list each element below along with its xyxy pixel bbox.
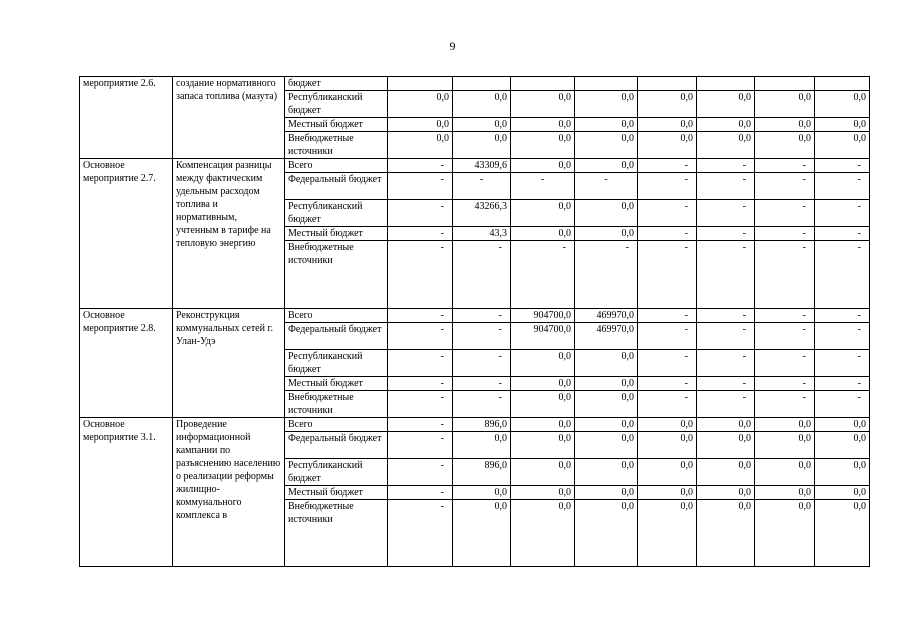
- event-description-cell: Реконструкция коммунальных сетей г. Улан-Удэ: [173, 309, 285, 418]
- value-cell: -: [453, 323, 511, 350]
- funding-source-cell: Местный бюджет: [285, 377, 388, 391]
- value-cell: 0,0: [575, 459, 638, 486]
- value-cell: -: [453, 241, 511, 309]
- value-cell: 0,0: [638, 432, 697, 459]
- value-cell: 0,0: [388, 132, 453, 159]
- value-cell: 0,0: [755, 459, 815, 486]
- value-cell: 0,0: [511, 91, 575, 118]
- value-cell: -: [755, 391, 815, 418]
- value-cell: 0,0: [697, 459, 755, 486]
- value-cell: 43309,6: [453, 159, 511, 173]
- value-cell: 0,0: [453, 91, 511, 118]
- funding-source-cell: Республиканский бюджет: [285, 350, 388, 377]
- value-cell: 0,0: [575, 200, 638, 227]
- value-cell: -: [815, 377, 870, 391]
- value-cell: -: [697, 227, 755, 241]
- value-cell: 0,0: [697, 418, 755, 432]
- value-cell: 0,0: [511, 391, 575, 418]
- value-cell: -: [815, 309, 870, 323]
- value-cell: -: [388, 486, 453, 500]
- value-cell: -: [815, 227, 870, 241]
- value-cell: -: [388, 159, 453, 173]
- page-number: 9: [449, 39, 456, 53]
- value-cell: 0,0: [697, 132, 755, 159]
- value-cell: 0,0: [815, 91, 870, 118]
- value-cell: -: [388, 418, 453, 432]
- value-cell: 0,0: [575, 486, 638, 500]
- value-cell: -: [697, 200, 755, 227]
- value-cell: 0,0: [815, 132, 870, 159]
- funding-source-cell: Местный бюджет: [285, 486, 388, 500]
- value-cell: -: [638, 159, 697, 173]
- value-cell: 0,0: [638, 459, 697, 486]
- value-cell: [511, 77, 575, 91]
- value-cell: 896,0: [453, 459, 511, 486]
- value-cell: -: [815, 241, 870, 309]
- event-name-cell: мероприятие 2.6.: [80, 77, 173, 159]
- value-cell: 0,0: [388, 118, 453, 132]
- value-cell: 0,0: [511, 118, 575, 132]
- event-description-cell: создание нормативного запаса топлива (мазута): [173, 77, 285, 159]
- value-cell: -: [638, 309, 697, 323]
- value-cell: 0,0: [511, 500, 575, 567]
- funding-source-cell: Республиканский бюджет: [285, 91, 388, 118]
- value-cell: -: [755, 159, 815, 173]
- value-cell: 0,0: [453, 118, 511, 132]
- value-cell: -: [638, 227, 697, 241]
- value-cell: -: [388, 323, 453, 350]
- value-cell: 43,3: [453, 227, 511, 241]
- event-description-cell: Проведение информационной кампании по разъяснению населению о реализации реформы жилищно-коммунального комплекса в: [173, 418, 285, 567]
- value-cell: -: [755, 350, 815, 377]
- table-row: [80, 159, 870, 173]
- value-cell: -: [388, 377, 453, 391]
- value-cell: [453, 77, 511, 91]
- value-cell: -: [755, 377, 815, 391]
- event-name-cell: Основное мероприятие 3.1.: [80, 418, 173, 567]
- event-name-cell: Основное мероприятие 2.8.: [80, 309, 173, 418]
- value-cell: 0,0: [575, 227, 638, 241]
- value-cell: [755, 77, 815, 91]
- value-cell: 0,0: [755, 91, 815, 118]
- value-cell: 0,0: [453, 432, 511, 459]
- value-cell: 0,0: [638, 418, 697, 432]
- value-cell: 0,0: [638, 486, 697, 500]
- value-cell: -: [697, 309, 755, 323]
- table-row: [80, 77, 870, 91]
- value-cell: 0,0: [815, 459, 870, 486]
- value-cell: -: [755, 200, 815, 227]
- value-cell: -: [815, 200, 870, 227]
- value-cell: -: [388, 309, 453, 323]
- value-cell: -: [697, 159, 755, 173]
- value-cell: 0,0: [815, 500, 870, 567]
- value-cell: -: [638, 350, 697, 377]
- value-cell: -: [638, 200, 697, 227]
- value-cell: 0,0: [755, 432, 815, 459]
- value-cell: 0,0: [575, 350, 638, 377]
- value-cell: -: [388, 432, 453, 459]
- value-cell: 0,0: [755, 118, 815, 132]
- value-cell: 0,0: [511, 227, 575, 241]
- event-name-cell: Основное мероприятие 2.7.: [80, 159, 173, 309]
- funding-source-cell: Местный бюджет: [285, 227, 388, 241]
- funding-source-cell: Республиканский бюджет: [285, 200, 388, 227]
- value-cell: 0,0: [815, 486, 870, 500]
- value-cell: -: [453, 377, 511, 391]
- value-cell: -: [638, 323, 697, 350]
- value-cell: -: [511, 173, 575, 200]
- value-cell: -: [815, 350, 870, 377]
- value-cell: 0,0: [697, 500, 755, 567]
- value-cell: 0,0: [511, 132, 575, 159]
- funding-source-cell: Внебюджетные источники: [285, 132, 388, 159]
- value-cell: 0,0: [575, 132, 638, 159]
- value-cell: -: [388, 200, 453, 227]
- value-cell: 0,0: [638, 132, 697, 159]
- value-cell: -: [697, 350, 755, 377]
- value-cell: 896,0: [453, 418, 511, 432]
- value-cell: 0,0: [453, 486, 511, 500]
- value-cell: 0,0: [575, 432, 638, 459]
- value-cell: 0,0: [575, 118, 638, 132]
- value-cell: 0,0: [697, 486, 755, 500]
- value-cell: 0,0: [755, 418, 815, 432]
- value-cell: -: [453, 173, 511, 200]
- value-cell: -: [511, 241, 575, 309]
- value-cell: 0,0: [638, 118, 697, 132]
- value-cell: 0,0: [815, 418, 870, 432]
- value-cell: 0,0: [511, 377, 575, 391]
- value-cell: [388, 77, 453, 91]
- value-cell: 0,0: [697, 91, 755, 118]
- value-cell: 0,0: [755, 486, 815, 500]
- value-cell: -: [697, 241, 755, 309]
- value-cell: 0,0: [511, 432, 575, 459]
- budget-table: [79, 76, 870, 567]
- value-cell: -: [815, 173, 870, 200]
- value-cell: -: [638, 173, 697, 200]
- value-cell: -: [388, 173, 453, 200]
- event-description-cell: Компенсация разницы между фактическим удельным расходом топлива и нормативным, учтенным в тарифе на тепловую энергию: [173, 159, 285, 309]
- funding-source-cell: Внебюджетные источники: [285, 391, 388, 418]
- value-cell: -: [638, 391, 697, 418]
- value-cell: -: [697, 377, 755, 391]
- table-row: [80, 309, 870, 323]
- value-cell: 0,0: [453, 132, 511, 159]
- value-cell: -: [575, 173, 638, 200]
- funding-source-cell: Всего: [285, 309, 388, 323]
- value-cell: 904700,0: [511, 309, 575, 323]
- value-cell: -: [755, 227, 815, 241]
- value-cell: 0,0: [511, 486, 575, 500]
- value-cell: -: [453, 391, 511, 418]
- value-cell: -: [697, 173, 755, 200]
- value-cell: -: [697, 391, 755, 418]
- funding-source-cell: Республиканский бюджет: [285, 459, 388, 486]
- value-cell: 0,0: [453, 500, 511, 567]
- value-cell: 0,0: [511, 350, 575, 377]
- value-cell: 0,0: [815, 432, 870, 459]
- value-cell: 43266,3: [453, 200, 511, 227]
- funding-source-cell: Всего: [285, 159, 388, 173]
- value-cell: [638, 77, 697, 91]
- value-cell: 0,0: [755, 132, 815, 159]
- value-cell: 0,0: [638, 500, 697, 567]
- value-cell: -: [388, 459, 453, 486]
- value-cell: 0,0: [575, 418, 638, 432]
- value-cell: -: [815, 323, 870, 350]
- value-cell: 469970,0: [575, 323, 638, 350]
- funding-source-cell: Федеральный бюджет: [285, 432, 388, 459]
- funding-source-cell: Внебюджетные источники: [285, 241, 388, 309]
- value-cell: 469970,0: [575, 309, 638, 323]
- value-cell: 904700,0: [511, 323, 575, 350]
- value-cell: -: [815, 159, 870, 173]
- value-cell: -: [388, 227, 453, 241]
- value-cell: 0,0: [575, 91, 638, 118]
- funding-source-cell: Всего: [285, 418, 388, 432]
- value-cell: -: [388, 391, 453, 418]
- value-cell: -: [388, 500, 453, 567]
- value-cell: -: [755, 241, 815, 309]
- value-cell: [575, 77, 638, 91]
- value-cell: 0,0: [697, 118, 755, 132]
- value-cell: 0,0: [511, 200, 575, 227]
- value-cell: 0,0: [638, 91, 697, 118]
- value-cell: -: [815, 391, 870, 418]
- value-cell: 0,0: [575, 159, 638, 173]
- value-cell: -: [755, 309, 815, 323]
- funding-source-cell: Местный бюджет: [285, 118, 388, 132]
- value-cell: -: [755, 173, 815, 200]
- value-cell: -: [638, 241, 697, 309]
- value-cell: [697, 77, 755, 91]
- value-cell: 0,0: [511, 418, 575, 432]
- value-cell: 0,0: [815, 118, 870, 132]
- funding-source-cell: бюджет: [285, 77, 388, 91]
- value-cell: -: [453, 350, 511, 377]
- value-cell: -: [575, 241, 638, 309]
- value-cell: -: [755, 323, 815, 350]
- table-row: [80, 418, 870, 432]
- value-cell: 0,0: [511, 159, 575, 173]
- value-cell: 0,0: [697, 432, 755, 459]
- value-cell: 0,0: [575, 391, 638, 418]
- value-cell: 0,0: [575, 500, 638, 567]
- value-cell: -: [697, 323, 755, 350]
- value-cell: 0,0: [575, 377, 638, 391]
- value-cell: 0,0: [388, 91, 453, 118]
- funding-source-cell: Внебюджетные источники: [285, 500, 388, 567]
- value-cell: -: [388, 350, 453, 377]
- value-cell: 0,0: [511, 459, 575, 486]
- funding-source-cell: Федеральный бюджет: [285, 323, 388, 350]
- value-cell: -: [638, 377, 697, 391]
- value-cell: -: [388, 241, 453, 309]
- value-cell: 0,0: [755, 500, 815, 567]
- value-cell: [815, 77, 870, 91]
- funding-source-cell: Федеральный бюджет: [285, 173, 388, 200]
- value-cell: -: [453, 309, 511, 323]
